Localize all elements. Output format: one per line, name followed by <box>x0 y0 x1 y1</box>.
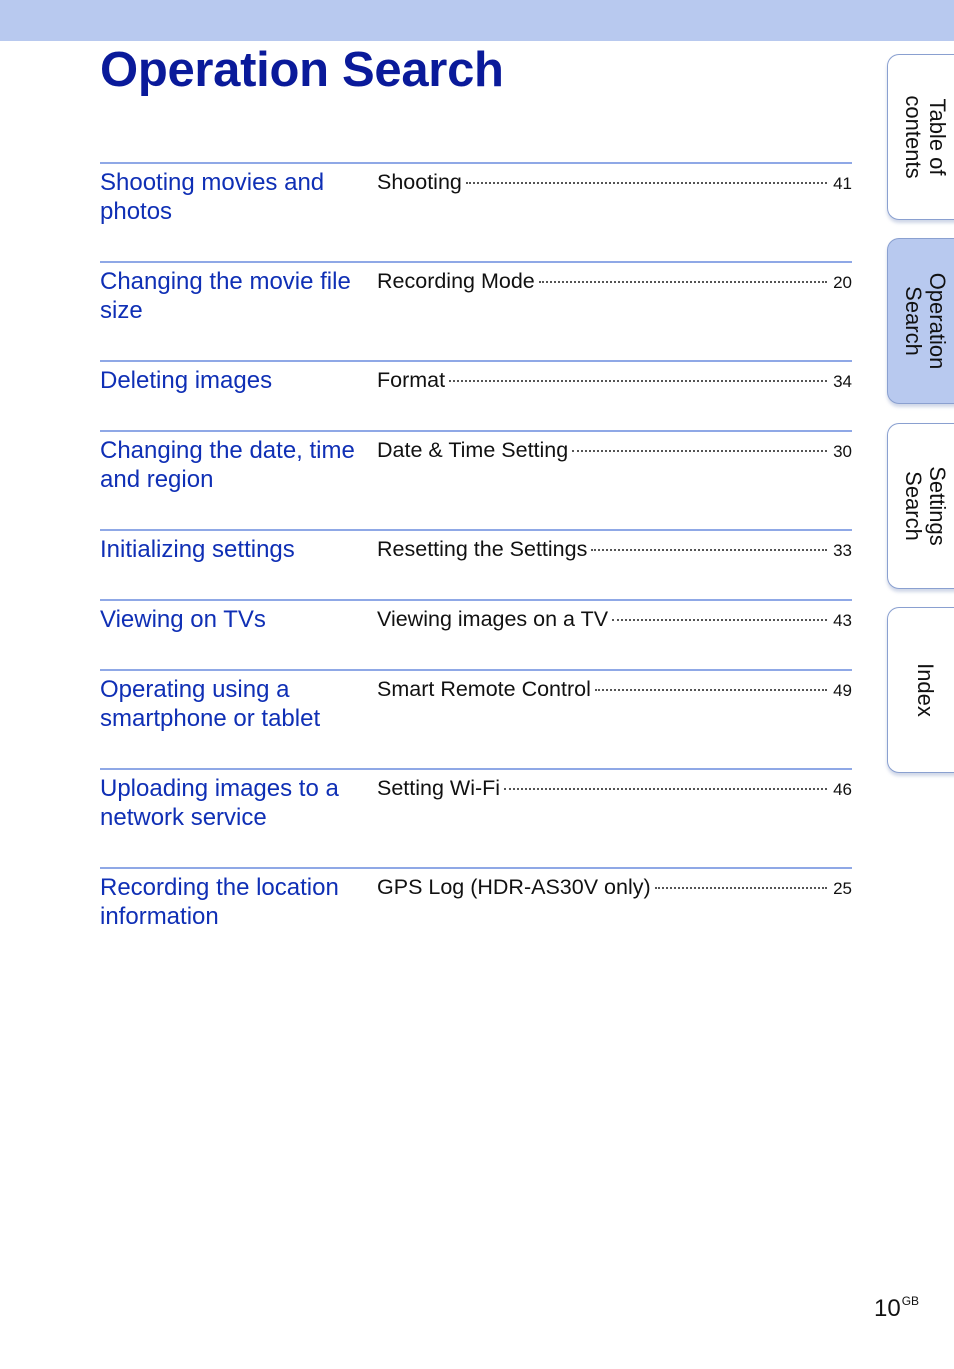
topic-label: Initializing settings <box>100 536 295 563</box>
page-ref: 25 <box>833 879 852 898</box>
page-ref: 20 <box>833 273 852 292</box>
entry-title: Smart Remote Control <box>377 677 591 701</box>
tab-settings-search[interactable] <box>887 423 954 589</box>
dot-leader <box>595 689 827 691</box>
list-item <box>100 768 852 867</box>
tab-operation-search[interactable] <box>887 238 954 404</box>
list-item <box>100 162 852 261</box>
page-number-suffix: GB <box>901 1294 920 1308</box>
topic-label: Viewing on TVs <box>100 606 266 633</box>
dot-leader <box>449 380 827 382</box>
list-item <box>100 669 852 768</box>
list-item <box>100 360 852 430</box>
dot-leader <box>539 281 827 283</box>
entry-link[interactable] <box>377 675 852 705</box>
tab-label: Settings Search <box>901 466 950 546</box>
entry-title: Format <box>377 368 446 392</box>
entry-link[interactable] <box>377 267 852 297</box>
entry-link[interactable] <box>377 168 852 198</box>
page-number <box>874 1288 919 1324</box>
page-ref: 41 <box>833 174 852 193</box>
tab-label: Index <box>913 663 938 717</box>
list-item <box>100 261 852 360</box>
entry-link[interactable] <box>377 535 852 565</box>
tab-table-of-contents[interactable] <box>887 54 954 220</box>
page-title: Operation Search <box>100 43 504 97</box>
page-ref: 33 <box>833 541 852 560</box>
entry-link[interactable] <box>377 436 852 466</box>
list-item <box>100 867 852 947</box>
dot-leader <box>572 450 827 452</box>
topic-label: Shooting movies and photos <box>100 169 325 225</box>
entry-title: Date & Time Setting <box>377 438 569 462</box>
page-ref: 30 <box>833 442 852 461</box>
list-item <box>100 529 852 599</box>
entry-title: Shooting <box>377 170 462 194</box>
entry-link[interactable] <box>377 605 852 635</box>
dot-leader <box>466 182 827 184</box>
topic-label: Changing the movie file size <box>100 268 351 324</box>
tab-index[interactable] <box>887 607 954 773</box>
dot-leader <box>612 619 827 621</box>
dot-leader <box>504 788 827 790</box>
entry-title: Viewing images on a TV <box>377 607 609 631</box>
header-band <box>0 0 954 41</box>
topic-label: Deleting images <box>100 367 273 394</box>
page-ref: 34 <box>833 372 852 391</box>
topic-label: Operating using a smartphone or tablet <box>100 676 321 732</box>
entry-link[interactable] <box>377 873 852 903</box>
entry-link[interactable] <box>377 366 852 396</box>
list-item <box>100 599 852 669</box>
dot-leader <box>655 887 827 889</box>
topic-label: Changing the date, time and region <box>100 437 355 493</box>
entry-title: Recording Mode <box>377 269 535 293</box>
entry-title: Resetting the Settings <box>377 537 588 561</box>
list-item <box>100 430 852 529</box>
page-ref: 49 <box>833 681 852 700</box>
operation-list <box>100 162 852 947</box>
entry-link[interactable] <box>377 774 852 804</box>
entry-title: GPS Log (HDR-AS30V only) <box>377 875 651 899</box>
tab-label: Operation Search <box>901 272 950 370</box>
topic-label: Uploading images to a network service <box>100 775 339 831</box>
page-number-value: 10 <box>874 1295 901 1322</box>
page-ref: 43 <box>833 611 852 630</box>
entry-title: Setting Wi-Fi <box>377 776 501 800</box>
page-ref: 46 <box>833 780 852 799</box>
topic-label: Recording the location information <box>100 874 339 930</box>
dot-leader <box>591 549 827 551</box>
tab-label: Table of contents <box>901 95 950 179</box>
